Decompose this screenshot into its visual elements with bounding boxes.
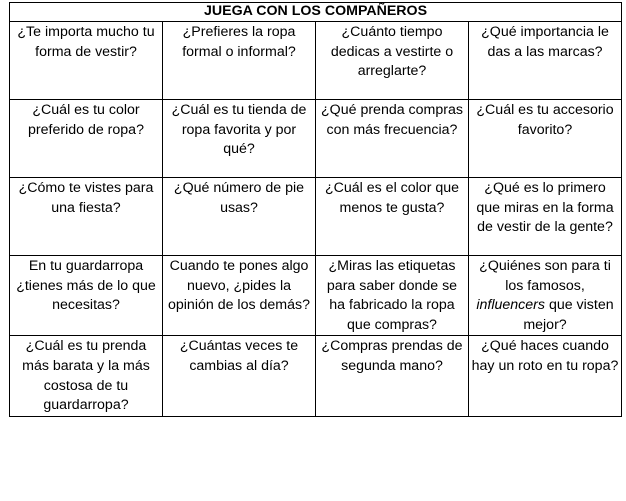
question-text-part: ¿Cuál es tu color preferido de ropa? <box>28 102 144 138</box>
question-text-part: ¿Prefieres la ropa formal o informal? <box>182 24 296 60</box>
question-text <box>471 336 619 376</box>
question-text-part: Cuando te pones algo nuevo, ¿pides la opinión de los demás? <box>168 258 310 314</box>
question-cell <box>469 100 622 178</box>
question-text-part: ¿Quiénes son para ti los famosos, <box>479 258 611 294</box>
question-cell <box>469 336 622 416</box>
question-cell <box>163 178 316 256</box>
question-text <box>165 22 313 62</box>
question-text-part: ¿Qué número de pie usas? <box>173 180 305 216</box>
question-text <box>471 22 619 62</box>
question-cell <box>10 100 163 178</box>
question-text <box>12 178 160 218</box>
question-text-part: ¿Qué haces cuando hay un roto en tu ropa? <box>471 338 619 374</box>
question-text <box>165 178 313 218</box>
question-text <box>165 336 313 376</box>
grid-row <box>10 336 622 416</box>
question-cell <box>316 336 469 416</box>
question-text-part: ¿Cuál es tu accesorio favorito? <box>476 102 614 138</box>
question-text-part: ¿Cuál es tu tienda de ropa favorita y por qué? <box>171 102 307 158</box>
question-text-part: ¿Cuál es el color que menos te gusta? <box>324 180 460 216</box>
question-text-part: ¿Qué importancia le das a las marcas? <box>481 24 609 60</box>
question-text-emphasis: influencers <box>476 297 545 314</box>
question-text <box>318 100 466 140</box>
grid-row <box>10 100 622 178</box>
question-text <box>165 100 313 160</box>
grid-title: JUEGA CON LOS COMPAÑEROS <box>10 3 622 22</box>
question-text <box>318 256 466 335</box>
question-text-part: ¿Qué prenda compras con más frecuencia? <box>321 102 463 138</box>
question-cell <box>316 22 469 100</box>
question-text <box>165 256 313 316</box>
grid-body <box>10 22 622 417</box>
grid-row <box>10 22 622 100</box>
question-text <box>318 336 466 376</box>
question-cell <box>163 100 316 178</box>
question-text-part: ¿Cómo te vistes para una fiesta? <box>18 180 154 216</box>
question-cell <box>316 256 469 336</box>
question-cell <box>163 22 316 100</box>
grid-row <box>10 256 622 336</box>
question-cell <box>316 178 469 256</box>
question-grid <box>9 2 622 417</box>
question-cell <box>10 256 163 336</box>
question-text-part: ¿Te importa mucho tu forma de vestir? <box>17 24 155 60</box>
question-cell <box>10 178 163 256</box>
question-text <box>471 178 619 238</box>
question-cell <box>10 22 163 100</box>
question-text-part: que visten mejor? <box>523 297 614 333</box>
question-text <box>12 22 160 62</box>
question-cell <box>469 178 622 256</box>
question-text <box>318 178 466 218</box>
question-cell <box>316 100 469 178</box>
question-cell <box>469 22 622 100</box>
question-text-part: ¿Cuál es tu prenda más barata y la más costosa de tu guardarropa? <box>22 338 150 414</box>
question-text-part: ¿Qué es lo primero que miras en la forma de vestir de la gente? <box>476 180 614 236</box>
question-text <box>12 256 160 316</box>
question-text <box>318 22 466 82</box>
question-text-part: ¿Compras prendas de segunda mano? <box>321 338 463 374</box>
question-text <box>471 100 619 140</box>
question-cell <box>163 256 316 336</box>
question-text <box>12 100 160 140</box>
question-cell <box>10 336 163 416</box>
question-cell <box>469 256 622 336</box>
question-text-part: ¿Miras las etiquetas para saber donde se ha fabricado la ropa que compras? <box>326 258 458 333</box>
question-text-part: ¿Cuántas veces te cambias al día? <box>179 338 299 374</box>
question-text <box>12 336 160 415</box>
question-text-part: En tu guardarropa ¿tienes más de lo que necesitas? <box>16 258 156 314</box>
question-text-part: ¿Cuánto tiempo dedicas a vestirte o arreglarte? <box>330 24 454 80</box>
question-text <box>471 256 619 335</box>
grid-row <box>10 178 622 256</box>
question-cell <box>163 336 316 416</box>
